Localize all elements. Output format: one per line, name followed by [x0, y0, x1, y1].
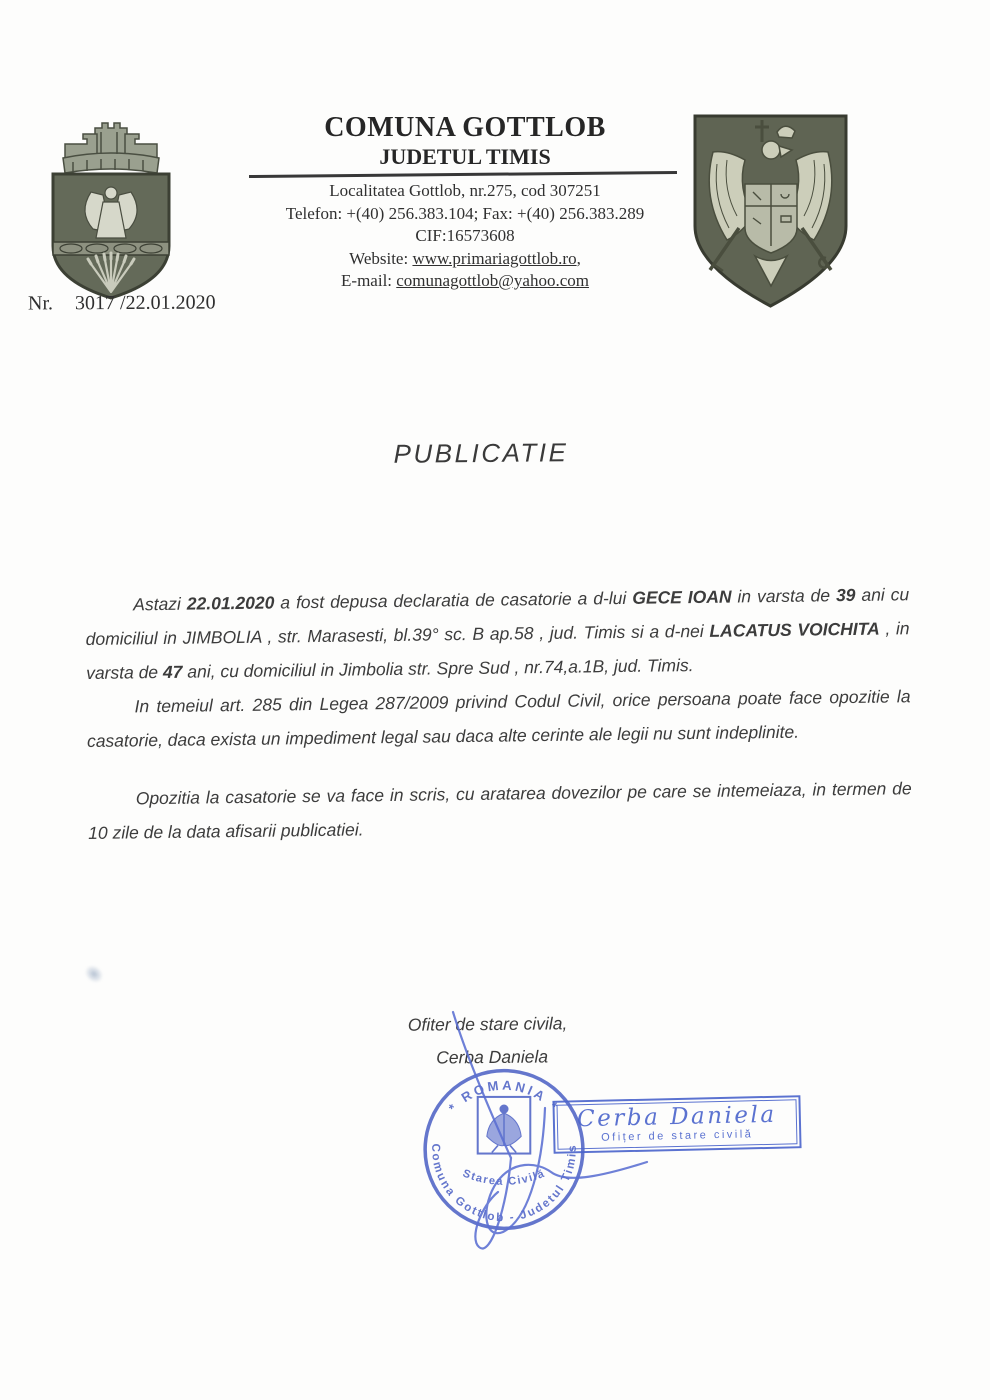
header-divider [249, 171, 677, 178]
email-line [235, 270, 695, 293]
stamp-country-text: * ROMANIA * [445, 1077, 563, 1116]
address-line: Localitatea Gottlob, nr.275, cod 307251 [329, 181, 601, 200]
website-suffix: , [576, 248, 581, 268]
email-link: comunagottlob@yahoo.com [396, 271, 589, 290]
email-label: E-mail: [341, 271, 397, 290]
document-body [85, 577, 912, 850]
letterhead [235, 112, 695, 293]
doc-number-value: 3017 /22.01.2020 [74, 291, 216, 315]
romania-coat-of-arms-icon [683, 106, 858, 313]
cif-line: CIF:16573608 [415, 226, 515, 245]
doc-number-label: Nr. [27, 292, 54, 315]
commune-coat-of-arms-icon [35, 116, 187, 304]
paragraph-opposition: Opozitia la casatorie se va face in scris, cu aratarea dovezilor pe care se intemeiaza, in termen de 10 zile de la data afisarii publicatiei. [88, 778, 912, 843]
name-stamp-role: Ofițer de stare civilă [601, 1128, 754, 1144]
signature-role: Ofiter de stare civila, [407, 1013, 568, 1035]
signature-name: Cerba Daniela [436, 1046, 549, 1068]
handwritten-signature [395, 1000, 685, 1270]
name-stamp-name: Cerba Daniela [576, 1101, 777, 1133]
website-line [235, 248, 695, 271]
paragraph-legal-basis: In temeiul art. 285 din Legea 287/2009 privind Codul Civil, orice persoana poate face opozitie la casatorie, daca exista un impediment legal sau daca alte cerinte ale legii nu sunt indeplinite. [86, 686, 911, 751]
website-label: Website: [349, 248, 413, 268]
county-name: JUDETUL TIMIS [379, 144, 551, 169]
commune-name: COMUNA GOTTLOB [324, 112, 606, 143]
doc-number [28, 292, 216, 316]
phone-fax-line: Telefon: +(40) 256.383.104; Fax: +(40) 256.383.289 [285, 203, 645, 223]
stamp-inner-text: Starea Civilă [460, 1167, 548, 1188]
scan-smudge-mark [81, 961, 107, 986]
website-link: www.primariagottlob.ro [412, 248, 577, 268]
doc-title: PUBLICATIE [393, 437, 569, 469]
paragraph-declaration: Astazi 22.01.2020 a fost depusa declaratia de casatorie a d-lui GECE IOAN in varsta de 39 ani cu domiciliul in JIMBOLIA , str. Marasesti, bl.39° sc. B ap.58 , jud. Timis si a d-nei LACATUS VOICHITA , in varsta de 47 ani, cu domiciliul in Jimbolia str. Spre Sud , nr.74,a.1B, jud. Timis. [85, 584, 910, 683]
stamp-ring-text: Comuna Gottlob - Judetul Timis [429, 1143, 579, 1225]
